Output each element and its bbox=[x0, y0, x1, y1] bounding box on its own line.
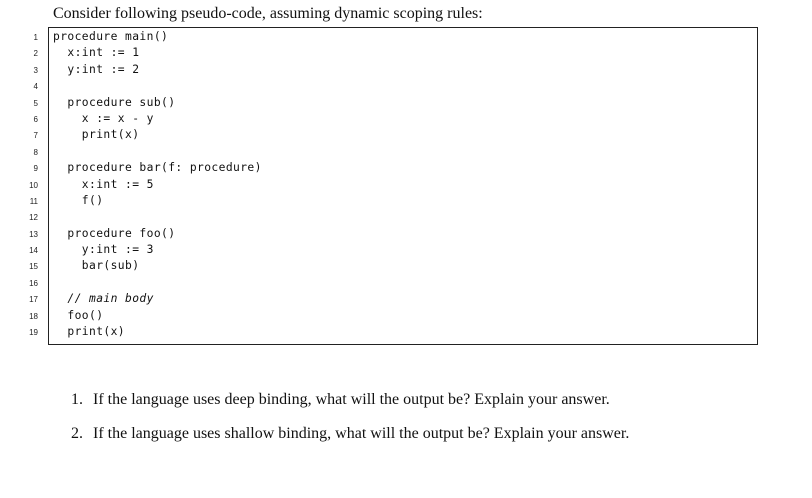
code-line: f() bbox=[53, 193, 104, 207]
code-line: x := x - y bbox=[53, 111, 154, 125]
line-number: 8 bbox=[33, 147, 38, 157]
line-number: 14 bbox=[29, 246, 38, 256]
line-number: 4 bbox=[33, 82, 38, 92]
question-list bbox=[71, 390, 629, 458]
code-line: procedure foo() bbox=[53, 226, 176, 240]
line-number: 2 bbox=[33, 49, 38, 59]
question-number: 1. bbox=[71, 391, 83, 408]
question-number: 2. bbox=[71, 425, 83, 442]
line-number: 1 bbox=[33, 33, 38, 42]
line-number: 12 bbox=[29, 213, 38, 223]
code-line: y:int := 3 bbox=[53, 243, 154, 257]
line-number: 7 bbox=[33, 131, 38, 141]
question-item bbox=[71, 424, 629, 458]
line-number: 3 bbox=[33, 65, 38, 75]
question-item bbox=[71, 390, 629, 424]
code-line: print(x) bbox=[53, 325, 126, 339]
line-number: 13 bbox=[29, 229, 38, 239]
line-number: 6 bbox=[33, 114, 38, 124]
line-number: 19 bbox=[29, 328, 38, 338]
line-number: 18 bbox=[29, 311, 38, 321]
code-line: y:int := 2 bbox=[53, 62, 140, 76]
code-line bbox=[53, 209, 262, 225]
code-line: procedure bar(f: procedure) bbox=[53, 161, 262, 175]
code-line bbox=[53, 275, 262, 291]
code-line bbox=[53, 78, 262, 94]
line-number: 16 bbox=[29, 278, 38, 288]
code-line: procedure sub() bbox=[53, 95, 176, 109]
code-line bbox=[53, 144, 262, 160]
code-line: procedure main() bbox=[53, 30, 169, 43]
code-lines bbox=[53, 29, 262, 340]
line-number: 10 bbox=[29, 180, 38, 190]
code-comment-line: // main body bbox=[53, 292, 154, 306]
code-line: print(x) bbox=[53, 128, 140, 142]
line-number: 15 bbox=[29, 262, 38, 272]
code-line: bar(sub) bbox=[53, 259, 140, 273]
intro-text: Consider following pseudo-code, assuming dynamic scoping rules: bbox=[53, 5, 483, 22]
question-text: If the language uses deep binding, what will the output be? Explain your answer. bbox=[93, 391, 610, 408]
code-line: x:int := 1 bbox=[53, 46, 140, 60]
code-line: x:int := 5 bbox=[53, 177, 154, 191]
question-text: If the language uses shallow binding, what will the output be? Explain your answer. bbox=[93, 425, 630, 442]
line-number: 9 bbox=[33, 164, 38, 174]
line-number: 11 bbox=[29, 196, 38, 206]
line-number-gutter bbox=[24, 30, 38, 341]
code-line: foo() bbox=[53, 308, 104, 322]
line-number: 5 bbox=[33, 98, 38, 108]
line-number: 17 bbox=[29, 295, 38, 305]
